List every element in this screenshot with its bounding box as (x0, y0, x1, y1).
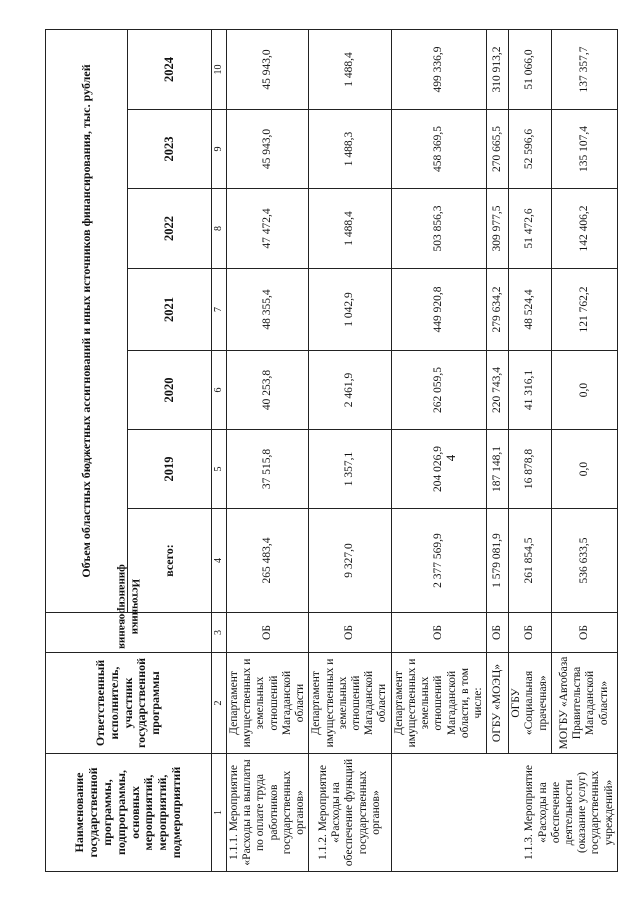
value-2024: 45 943,0 (227, 29, 309, 109)
column-number: 6 (212, 351, 227, 430)
value-2024: 51 066,0 (509, 29, 552, 109)
funding-source: ОБ (391, 613, 487, 653)
column-number: 10 (212, 29, 227, 109)
column-number: 5 (212, 430, 227, 509)
value-total: 9 327,0 (309, 509, 391, 613)
value-total: 536 633,5 (551, 509, 617, 613)
executor: Департамент имущественных и земельных отношений Магаданской области (227, 653, 309, 754)
funding-source: ОБ (509, 613, 552, 653)
table-row (487, 29, 509, 871)
value-total: 261 854,5 (509, 509, 552, 613)
value-2024: 499 336,9 (391, 29, 487, 109)
header-total: всего: (128, 509, 212, 613)
value-2019: 0,0 (551, 430, 617, 509)
page-number: 4 (443, 454, 458, 462)
column-number: 2 (212, 653, 227, 754)
value-2021: 48 524,4 (509, 269, 552, 351)
value-2020: 41 316,1 (509, 351, 552, 430)
table-row (309, 29, 391, 871)
header-year-2021: 2021 (128, 269, 212, 351)
value-2024: 137 357,7 (551, 29, 617, 109)
table-row (509, 29, 552, 871)
executor: Департамент имущественных и земельных отношений Магаданской области, в том числе: (391, 653, 487, 754)
value-2023: 270 665,5 (487, 110, 509, 189)
value-2019: 187 148,1 (487, 430, 509, 509)
value-2020: 0,0 (551, 351, 617, 430)
executor: МОГБУ «Автобаза Правительства Магаданской области» (551, 653, 617, 754)
header-year-2024: 2024 (128, 29, 212, 109)
value-2020: 220 743,4 (487, 351, 509, 430)
value-2023: 135 107,4 (551, 110, 617, 189)
column-number: 8 (212, 189, 227, 269)
header-source-text: Источники финансирования (116, 564, 142, 649)
header-year-2023: 2023 (128, 110, 212, 189)
value-2019: 204 026,9 (391, 430, 487, 509)
funding-source: ОБ (309, 613, 391, 653)
executor: ОГБУ «МОЭЦ» (487, 653, 509, 754)
column-number: 7 (212, 269, 227, 351)
value-2024: 1 488,4 (309, 29, 391, 109)
header-executor: Ответственный исполнитель, участник государственной программы (46, 653, 212, 754)
measure-name: 1.1.1. Мероприятие «Расходы на выплаты по оплате труда работников государственных органов» (227, 754, 309, 872)
value-2023: 458 369,5 (391, 110, 487, 189)
value-2021: 279 634,2 (487, 269, 509, 351)
value-2020: 2 461,9 (309, 351, 391, 430)
value-2022: 47 472,4 (227, 189, 309, 269)
table-row (551, 29, 617, 871)
measure-name: 1.1.2. Мероприятие «Расходы на обеспечение функций государственных органов» (309, 754, 391, 872)
value-total: 265 483,4 (227, 509, 309, 613)
value-2024: 310 913,2 (487, 29, 509, 109)
value-2022: 1 488,4 (309, 189, 391, 269)
value-total: 2 377 569,9 (391, 509, 487, 613)
value-2023: 52 596,6 (509, 110, 552, 189)
value-2021: 48 355,4 (227, 269, 309, 351)
rotated-table-container (45, 30, 615, 872)
value-2022: 51 472,6 (509, 189, 552, 269)
column-number: 3 (212, 613, 227, 653)
header-source (46, 564, 212, 653)
funding-source: ОБ (487, 613, 509, 653)
value-2022: 503 856,3 (391, 189, 487, 269)
funding-source: ОБ (227, 613, 309, 653)
measure-name: 1.1.3. Мероприятие «Расходы на обеспечение деятельности (оказание услуг) государственных учреждений» (391, 754, 617, 872)
table-row (227, 29, 309, 871)
header-year-2020: 2020 (128, 351, 212, 430)
funding-source: ОБ (551, 613, 617, 653)
executor: Департамент имущественных и земельных отношений Магаданской области (309, 653, 391, 754)
executor: ОГБУ «Социальная прачечная» (509, 653, 552, 754)
value-2019: 16 878,8 (509, 430, 552, 509)
value-2023: 45 943,0 (227, 110, 309, 189)
funding-table (45, 29, 618, 872)
column-number: 9 (212, 110, 227, 189)
column-number: 1 (212, 754, 227, 872)
header-year-2022: 2022 (128, 189, 212, 269)
value-2023: 1 488,3 (309, 110, 391, 189)
header-funding-group: Объем областных бюджетных ассигнований и иных источников финансирования, тыс. рублей (46, 29, 128, 612)
value-2021: 449 920,8 (391, 269, 487, 351)
value-2022: 142 406,2 (551, 189, 617, 269)
value-2022: 309 977,5 (487, 189, 509, 269)
header-year-2019: 2019 (128, 430, 212, 509)
value-total: 1 579 081,9 (487, 509, 509, 613)
header-name: Наименование государственной программы, подпрограммы, основных мероприятий, мероприятий, подмероприятий (46, 754, 212, 872)
value-2019: 1 357,1 (309, 430, 391, 509)
value-2019: 37 515,8 (227, 430, 309, 509)
value-2020: 40 253,8 (227, 351, 309, 430)
value-2021: 1 042,9 (309, 269, 391, 351)
column-number-row (212, 29, 227, 871)
table-row (391, 29, 487, 871)
value-2021: 121 762,2 (551, 269, 617, 351)
column-number: 4 (212, 509, 227, 613)
value-2020: 262 059,5 (391, 351, 487, 430)
